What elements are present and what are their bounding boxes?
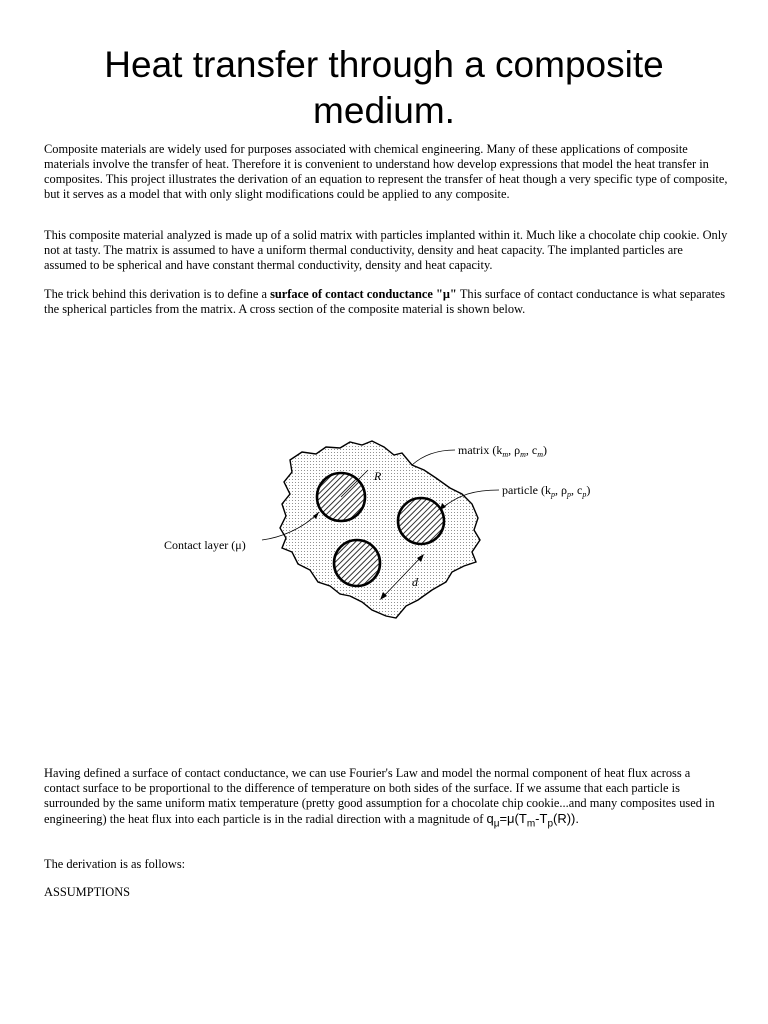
intro-paragraph: Composite materials are widely used for purposes associated with chemical engineering. Many of these applications of composite materials involve the transfer of heat. Therefore it is convenient to understand how develop expressions that model the heat transfer in composites. This project illustrates the derivation of an equation to represent the transfer of heat though a very specific type of composite, but it serves as a model that with only slight modifications could be applied to any composite.	[44, 142, 728, 201]
matrix-sub-k: m	[502, 450, 509, 459]
contact-text-before: The trick behind this derivation is to define a	[44, 287, 271, 301]
matrix-label-c: , c	[525, 443, 538, 457]
matrix-leader	[412, 450, 455, 465]
particle-label-c: , c	[570, 483, 583, 497]
contact-bold-term	[270, 287, 457, 301]
matrix-sub-rho: m	[520, 450, 526, 459]
contact-text-after: This surface of contact conductance is what separates the spherical particles from the matrix. A cross section of the composite material is shown below.	[44, 287, 726, 316]
particle-sub-c: p	[582, 490, 587, 499]
contact-paragraph	[44, 287, 728, 317]
matrix-label-k: matrix (k	[458, 443, 503, 457]
particle-label-rho: , ρ	[554, 483, 567, 497]
cross-section-diagram	[150, 430, 630, 630]
particle-label-k: particle (k	[502, 483, 551, 497]
flux-end: (R)).	[553, 811, 580, 826]
matrix-sub-c: m	[537, 450, 543, 459]
mu-symbol: "μ"	[432, 287, 457, 301]
label-contact: Contact layer (μ)	[164, 538, 246, 552]
matrix-label-close: )	[543, 443, 547, 457]
matrix-label-rho: , ρ	[508, 443, 521, 457]
flux-q-sub: μ	[493, 818, 500, 830]
particle-sub-rho: p	[566, 490, 571, 499]
label-r: R	[374, 469, 382, 483]
particle-sub-k: p	[550, 490, 555, 499]
flux-q: q	[486, 811, 494, 826]
particle-label-close: )	[586, 483, 591, 497]
fourier-text: Having defined a surface of contact conductance, we can use Fourier's Law and model the normal component of heat flux across a contact surface to be proportional to the difference of temperature on both sides of the surface. If we assume that each particle is surrounded by the same uniform matix temperature (pretty good assumption for a chocolate chip cookie...and many composites used in engineering) the heat flux into each particle is in the radial direction with a magnitude of	[44, 766, 715, 826]
material-paragraph: This composite material analyzed is made up of a solid matrix with particles implanted within it. Much like a chocolate chip cookie. Only not at tasty. The matrix is assumed to have a uniform thermal conductivity, density and heat capacity. The implanted particles are assumed to be spherical and have constant thermal conductivity, density and heat capacity.	[44, 228, 728, 272]
flux-p-sub: p	[547, 818, 554, 830]
flux-eq: =μ(T	[499, 811, 527, 826]
cross-section-figure	[150, 430, 630, 630]
derivation-intro: The derivation is as follows:	[44, 857, 186, 871]
label-matrix	[458, 443, 547, 459]
matrix-region	[280, 441, 480, 618]
page-title: Heat transfer through a composite medium.	[104, 44, 664, 131]
label-d: d	[412, 575, 418, 589]
label-particle	[502, 483, 590, 499]
fourier-paragraph	[44, 766, 728, 831]
flux-dash: -T	[535, 811, 548, 826]
particle-right	[398, 498, 444, 544]
flux-m-sub: m	[526, 818, 536, 830]
assumptions-heading: ASSUMPTIONS	[44, 885, 131, 899]
particle-bottom	[334, 540, 380, 586]
contact-term: surface of contact conductance	[270, 287, 433, 301]
